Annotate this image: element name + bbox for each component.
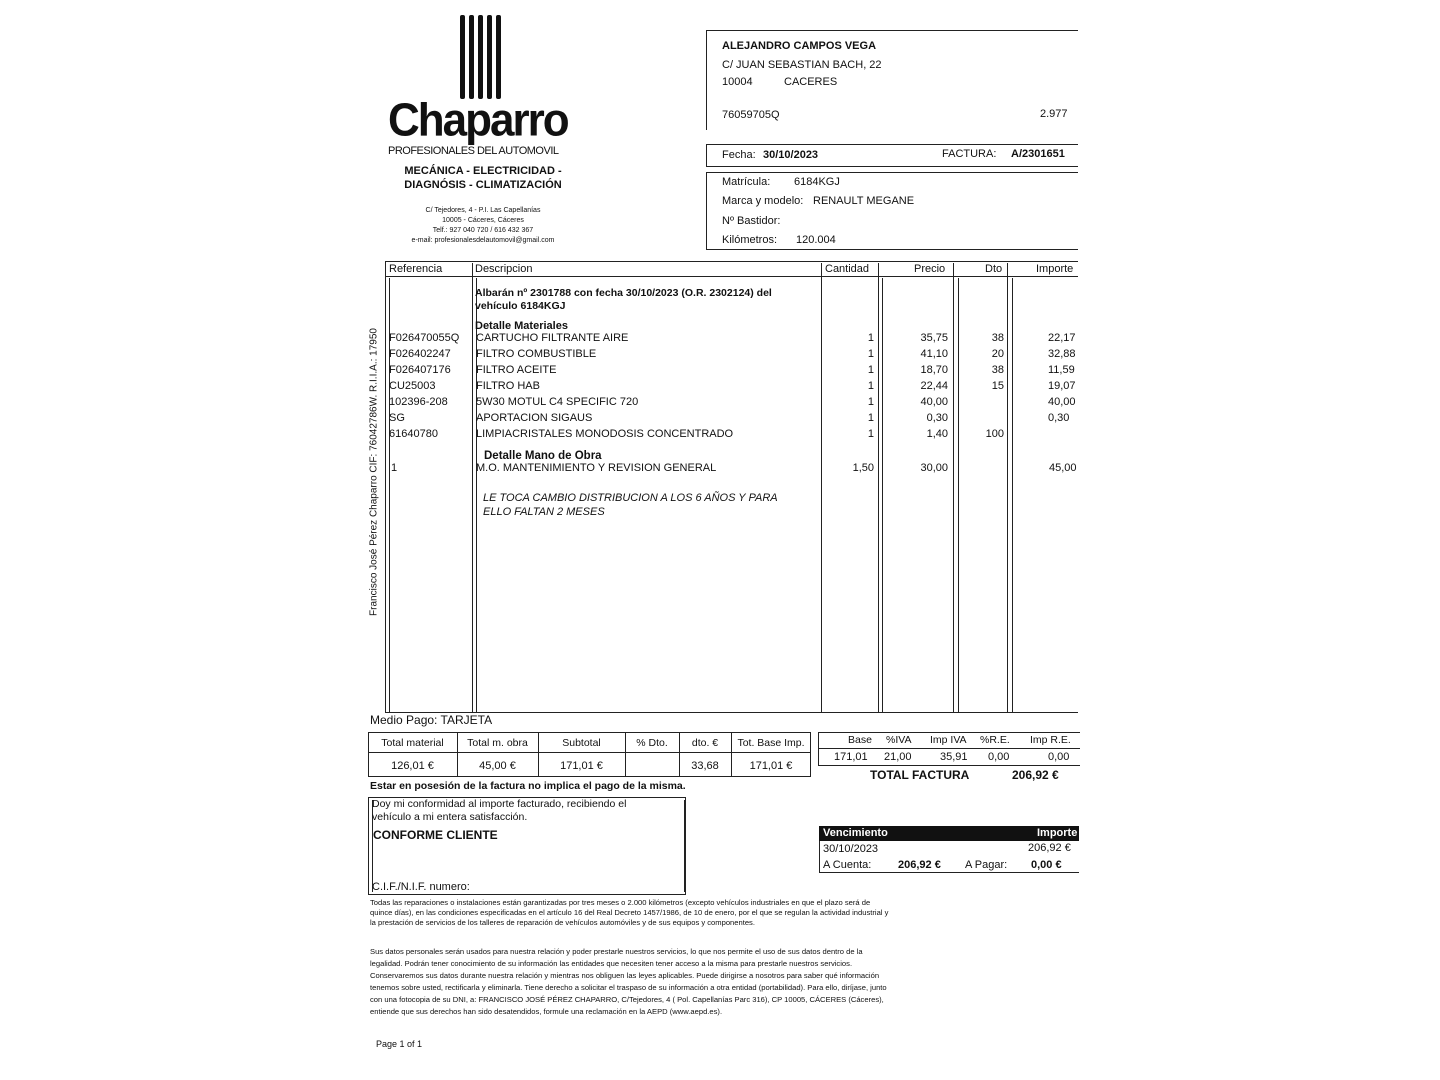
material-dto: 15: [991, 380, 1004, 392]
labor-qty: 1,50: [852, 462, 874, 474]
conformity-title: CONFORME CLIENTE: [373, 828, 498, 842]
fecha-value: 30/10/2023: [763, 149, 819, 161]
material-dto: 100: [985, 428, 1004, 440]
col-line: [882, 278, 883, 712]
labor-desc: M.O. MANTENIMIENTO Y REVISION GENERAL: [476, 462, 717, 474]
km-label: Kilómetros:: [722, 234, 778, 246]
legal-line: entiende que sus derechos han sido desatendidos, formule una reclamación en la AEPD (www.aepd.es).: [370, 1007, 723, 1016]
material-qty: 1: [867, 428, 874, 440]
client-street: C/ JUAN SEBASTIAN BACH, 22: [722, 59, 882, 71]
company-tagline: PROFESIONALES DEL AUTOMOVIL: [388, 145, 559, 157]
totals-value: 171,01 €: [560, 760, 603, 772]
company-address-2: 10005 - Cáceres, Cáceres: [442, 217, 524, 224]
marca-label: Marca y modelo:: [722, 195, 804, 207]
company-contact: [388, 206, 578, 246]
materials-title: Detalle Materiales: [475, 320, 568, 332]
payment-method: [370, 714, 492, 727]
material-price: 22,44: [920, 380, 948, 392]
material-price: 41,10: [920, 348, 948, 360]
legal-line: quince días), en las condiciones especificadas en el artículo 16 del Real Decreto 1457/1986, de 10 de enero, por el que se regulan la actividad industrial y: [370, 908, 889, 917]
header-precio: Precio: [914, 263, 946, 275]
labor-price: 30,00: [920, 462, 948, 474]
tax-value: 171,01: [834, 751, 868, 763]
company-side-text: Francisco José Pérez Chaparro CIF: 76042786W. R.I.I.A.: 17950: [368, 328, 380, 616]
material-amount: 32,88: [1048, 348, 1076, 360]
material-amount: 0,30: [1048, 412, 1070, 424]
tax-divider: [818, 748, 1080, 749]
total-factura-value: 206,92 €: [1012, 768, 1059, 782]
albaran-line-1: Albarán nº 2301788 con fecha 30/10/2023 (O.R. 2302124) del: [475, 287, 772, 299]
client-city: CACERES: [784, 76, 838, 88]
a-pagar-value: 0,00 €: [1031, 859, 1062, 871]
totals-value: 45,00 €: [479, 760, 516, 772]
labor-amount: 45,00: [1049, 462, 1077, 474]
material-ref: F026402247: [389, 348, 451, 360]
company-email: e-mail: profesionalesdelautomovil@gmail.com: [411, 237, 555, 244]
client-code: 2.977: [1040, 108, 1068, 120]
material-qty: 1: [867, 396, 874, 408]
logo-bars-icon: [460, 15, 504, 99]
a-pagar-label: A Pagar:: [965, 859, 1008, 871]
tax-header: Imp R.E.: [1030, 734, 1071, 746]
legal-paragraph-1: [370, 898, 888, 928]
labor-ref: 1: [391, 462, 398, 474]
tax-header: %IVA: [886, 734, 912, 746]
labor-title: Detalle Mano de Obra: [484, 450, 602, 462]
company-address-1: C/ Tejedores, 4 - P.I. Las Capellanías: [425, 207, 541, 214]
totals-divider: [368, 752, 811, 753]
conformity-line-1: Doy mi conformidad al importe facturado, recibiendo el: [372, 798, 627, 810]
legal-line: Todas las reparaciones o instalaciones están garantizadas por tres meses o 2.000 kilómetros (excepto vehículos industriales en que el plazo será de: [370, 898, 871, 907]
factura-value: A/2301651: [1011, 148, 1065, 160]
material-qty: 1: [867, 364, 874, 376]
totals-header: % Dto.: [636, 737, 668, 749]
a-cuenta-label: A Cuenta:: [823, 859, 872, 871]
material-qty: 1: [867, 332, 874, 344]
totals-header: Tot. Base Imp.: [737, 737, 805, 749]
conformity-line-2: vehículo a mi entera satisfacción.: [372, 811, 528, 823]
marca-value: RENAULT MEGANE: [813, 195, 915, 207]
header-descripcion: Descripcion: [475, 263, 533, 275]
note-line-1: LE TOCA CAMBIO DISTRIBUCION A LOS 6 AÑOS Y PARA: [483, 492, 778, 504]
payment-label: Medio Pago:: [370, 713, 438, 727]
albaran-line-2: vehículo 6184KGJ: [475, 300, 566, 312]
material-amount: 40,00: [1048, 396, 1076, 408]
services-line-2: DIAGNÓSIS - CLIMATIZACIÓN: [404, 179, 562, 191]
material-dto: 38: [991, 364, 1004, 376]
col-line: [1007, 263, 1008, 712]
material-ref: 102396-208: [389, 396, 448, 408]
material-dto: 20: [991, 348, 1004, 360]
totals-value: 126,01 €: [391, 760, 434, 772]
material-qty: 1: [867, 412, 874, 424]
header-importe: Importe: [1036, 263, 1074, 275]
client-postal: 10004: [722, 76, 753, 88]
tax-value: 0,00: [1048, 751, 1070, 763]
totals-header: Total material: [381, 737, 444, 749]
km-value: 120.004: [796, 234, 836, 246]
col-line: [1012, 278, 1013, 712]
totals-header: Total m. obra: [467, 737, 528, 749]
tax-header: %R.E.: [980, 734, 1010, 746]
legal-line: con una fotocopia de su DNI, a: FRANCISCO JOSÉ PÉREZ CHAPARRO, C/Tejedores, 4 ( Pol. Capellanías Parc 316), CP 10005, CÁCERES (Cáceres),: [370, 995, 884, 1004]
a-cuenta-value: 206,92 €: [898, 859, 941, 871]
material-desc: FILTRO COMBUSTIBLE: [476, 348, 597, 360]
tax-value: 21,00: [884, 751, 912, 763]
legal-line: la prestación de servicios de los talleres de reparación de vehículos automóviles y de sus equipos y componentes.: [370, 918, 755, 927]
col-line: [821, 263, 822, 712]
material-amount: 11,59: [1048, 364, 1075, 376]
tax-value: 35,91: [940, 751, 968, 763]
page-number: Page 1 of 1: [376, 1039, 423, 1049]
material-price: 40,00: [920, 396, 948, 408]
header-cantidad: Cantidad: [825, 263, 870, 275]
tax-value: 0,00: [988, 751, 1010, 763]
legal-line: tenemos sobre usted, rectificarla y eliminarla. Tiene derecho a solicitar el traspaso de su información a otra entidad (portabilidad). Para ello, diríjase, junto: [370, 983, 887, 992]
col-line: [472, 263, 473, 712]
material-desc: FILTRO ACEITE: [476, 364, 557, 376]
note-line-2: ELLO FALTAN 2 MESES: [483, 506, 605, 518]
totals-header: Subtotal: [562, 737, 601, 749]
material-desc: 5W30 MOTUL C4 SPECIFIC 720: [476, 396, 639, 408]
client-nif: 76059705Q: [722, 109, 780, 121]
col-line: [878, 263, 879, 712]
material-price: 1,40: [926, 428, 948, 440]
legal-paragraph-2: [370, 946, 887, 1018]
total-factura-label: TOTAL FACTURA: [870, 768, 970, 782]
material-qty: 1: [867, 348, 874, 360]
payment-value: TARJETA: [440, 713, 493, 727]
matricula-value: 6184KGJ: [794, 176, 840, 188]
services-line-1: MECÁNICA - ELECTRICIDAD -: [404, 165, 562, 177]
totals-header: dto. €: [691, 737, 719, 749]
fecha-label: Fecha:: [722, 149, 756, 161]
material-qty: 1: [867, 380, 874, 392]
legal-line: legalidad. Podrán tener conocimiento de su información las entidades que necesiten tener acceso a la misma para prestarle nuestros servicios.: [370, 959, 853, 968]
possession-note: Estar en posesión de la factura no implica el pago de la misma.: [370, 780, 686, 792]
bastidor-label: Nº Bastidor:: [722, 215, 781, 227]
legal-line: Conservaremos sus datos durante nuestra relación y mientras nos obliguen las leyes aplicables. Puede dirigirse a nosotros para saber qué información: [370, 971, 880, 980]
legal-line: Sus datos personales serán usados para nuestra relación y poder prestarle nuestros servicios, lo que nos permite el uso de sus datos dentro de la: [370, 947, 863, 956]
material-ref: F026407176: [389, 364, 451, 376]
col-line: [958, 278, 959, 712]
table-header-line: [385, 276, 1078, 277]
material-desc: FILTRO HAB: [476, 380, 540, 392]
material-price: 0,30: [926, 412, 948, 424]
material-ref: CU25003: [389, 380, 436, 392]
due-vencimiento-label: Vencimiento: [823, 827, 888, 839]
due-date: 30/10/2023: [823, 843, 879, 855]
material-ref: F026470055Q: [389, 332, 460, 344]
material-amount: 19,07: [1048, 380, 1076, 392]
company-brand: Chaparro: [388, 94, 568, 147]
material-desc: LIMPIACRISTALES MONODOSIS CONCENTRADO: [476, 428, 734, 440]
material-dto: 38: [991, 332, 1004, 344]
material-desc: APORTACION SIGAUS: [476, 412, 593, 424]
company-phone: Telf.: 927 040 720 / 616 432 367: [432, 227, 534, 234]
header-dto: Dto: [985, 263, 1003, 275]
material-ref: SG: [389, 412, 405, 424]
due-amount: 206,92 €: [1028, 842, 1071, 854]
client-name: ALEJANDRO CAMPOS VEGA: [722, 40, 877, 52]
material-desc: CARTUCHO FILTRANTE AIRE: [476, 332, 629, 344]
conformity-cif: C.I.F./N.I.F. numero:: [372, 881, 470, 893]
totals-value: 33,68: [691, 760, 719, 772]
col-line: [953, 263, 954, 712]
tax-header: Imp IVA: [930, 734, 967, 746]
tax-header: Base: [848, 734, 872, 746]
matricula-label: Matrícula:: [722, 176, 771, 188]
due-importe-label: Importe: [1037, 827, 1078, 839]
material-price: 18,70: [920, 364, 948, 376]
header-referencia: Referencia: [389, 263, 443, 275]
material-amount: 22,17: [1048, 332, 1076, 344]
company-services: [388, 164, 578, 192]
factura-label: FACTURA:: [942, 148, 997, 160]
material-ref: 61640780: [389, 428, 438, 440]
totals-value: 171,01 €: [749, 760, 793, 772]
material-price: 35,75: [920, 332, 948, 344]
